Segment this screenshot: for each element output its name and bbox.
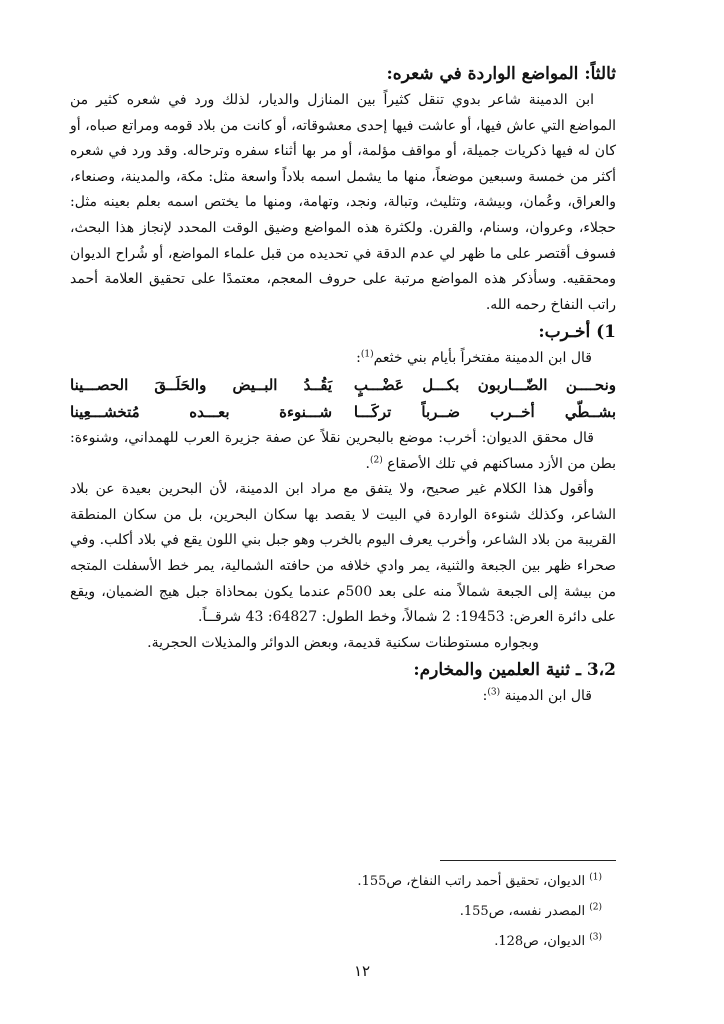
editor-comment-text: قال محقق الديوان: أخرب: موضع بالبحرين نقلاً عن صفة جزيرة العرب للهمداني، وشنوءة: بطن من الأزد مساكنهم في تلك الأصقاع [70, 429, 616, 472]
subsection-heading-thaniyat: 3،2 ـ ثنية العلمين والمخارم: [413, 660, 616, 681]
footnote-mark: (3) [589, 932, 602, 943]
section-heading-places: ثالثاً: المواضع الواردة في شعره: [386, 64, 616, 84]
surroundings-paragraph: وبجواره مستوطنات سكنية قديمة، وبعض الدوائر والمذيلات الحجرية. [147, 634, 539, 651]
footnote [70, 927, 616, 957]
footnote [70, 897, 616, 927]
verse-intro-2: قال ابن الدمينة $^{(3)}$: [482, 687, 592, 705]
verse-second-hemistich: يَقُــدُ البــيض والحَلَــقَ الحصـــينا [70, 375, 333, 394]
verse-line [70, 399, 616, 426]
footnote-mark: (2) [589, 902, 602, 913]
editor-comment-paragraph: قال محقق الديوان: أخرب: موضع بالبحرين نقلاً عن صفة جزيرة العرب للهمداني، وشنوءة: بطن من الأزد مساكنهم في تلك الأصقاع $^{(2)}$. [70, 429, 616, 472]
footnote-ref-2: (2) [369, 454, 383, 465]
page-body [70, 60, 616, 710]
footnote-text: المصدر نفسه، ص155. [459, 904, 586, 919]
verse-intro-text: قال ابن الدمينة مفتخراً بأيام بني خثعم [373, 350, 592, 367]
verse-line [70, 372, 616, 399]
verse-intro-text: قال ابن الدمينة [504, 688, 592, 705]
verse-second-hemistich: شـــنوءة بعـــده مُتخشـــعِينا [70, 402, 333, 421]
verse-first-hemistich: بشــطّي أخــرب ضــرباً تركَـــا [353, 402, 616, 421]
footnote [70, 867, 616, 897]
footnotes [70, 860, 616, 957]
author-comment-paragraph: وأقول هذا الكلام غير صحيح، ولا يتفق مع مراد ابن الدمينة، لأن البحرين بعيدة عن بلاد الشاعر، وكذلك شنوءة الواردة في البيت لا يقصد بها سكان البحرين، بل من سكان المنطقة القريبة من بلاد الشاعر، وأخرب يعرف اليوم بالخرب وهو جبل بني اللون يقع في بلاد أكلب. وفي صحراء ظهر بين الجبعة والثنية، يمر وادي خلافه من حافته الشمالية، يمر خط الأسفلت المتجه من بيشة إلى الجبعة شمالاً منه على بعد 500م عندما يكون بمحاذاة جبل هيج الضميان، ويقع على دائرة العرض: 19453: 2 شمالاً، وخط الطول: 64827: 43 شرقــاً. [70, 481, 616, 626]
intro-paragraph: ابن الدمينة شاعر بدوي تنقل كثيراً بين المنازل والديار، لذلك ورد في شعره كثير من المواضع التي عاش فيها، أو عاشت فيها إحدى معشوقاته، أو كانت من بلاد قومه ومراتع صباه، أو كان له فيها ذكريات جميلة، أو مواقف مؤلمة، أو مر بها أثناء سفره وترحاله. وقد ورد في شعره أكثر من خمسة وسبعين موضعاً، منها ما يشمل اسمه بلاداً واسعة مثل: مكة، والمدينة، وصنعاء، والعراق، وعُمان، وبيشة، وتثليث، وتبالة، ونجد، وتهامة، ومنها ما يختص اسمه بعلم بعينه مثل: حجلاء، وعروان، وسنام، والقرن. ولكثرة هذه المواضع وضيق الوقت المحدد لإنجاز هذا البحث، فسوف أقتصر على ما ظهر لي عدم الدقة في تحديده من قبل علماء المواضع، أو شُراح الديوان ومحققيه. وسأذكر هذه المواضع مرتبة على حروف المعجم، معتمدًا على تحقيق العلامة أحمد راتب النفاخ رحمه الله. [70, 92, 616, 313]
verse-first-hemistich: ونحــــن الضّـــاربون بكـــل عَضْـــبٍ [353, 375, 616, 394]
subsection-heading-akhrab: 1) أخـرب: [538, 322, 616, 343]
page-number: ١٢ [353, 962, 371, 980]
footnote-text: الديوان، تحقيق أحمد راتب النفاخ، ص155. [357, 874, 586, 889]
footnote-ref-1: (1) [360, 349, 374, 360]
verse-intro: قال ابن الدمينة مفتخراً بأيام بني خثعم$^{(1)}$: [356, 349, 592, 367]
footnote-divider [440, 860, 616, 861]
footnote-ref-3: (3) [487, 687, 501, 698]
footnote-mark: (1) [589, 872, 602, 883]
poem-verse [70, 372, 616, 426]
footnote-text: الديوان، ص128. [494, 934, 586, 949]
